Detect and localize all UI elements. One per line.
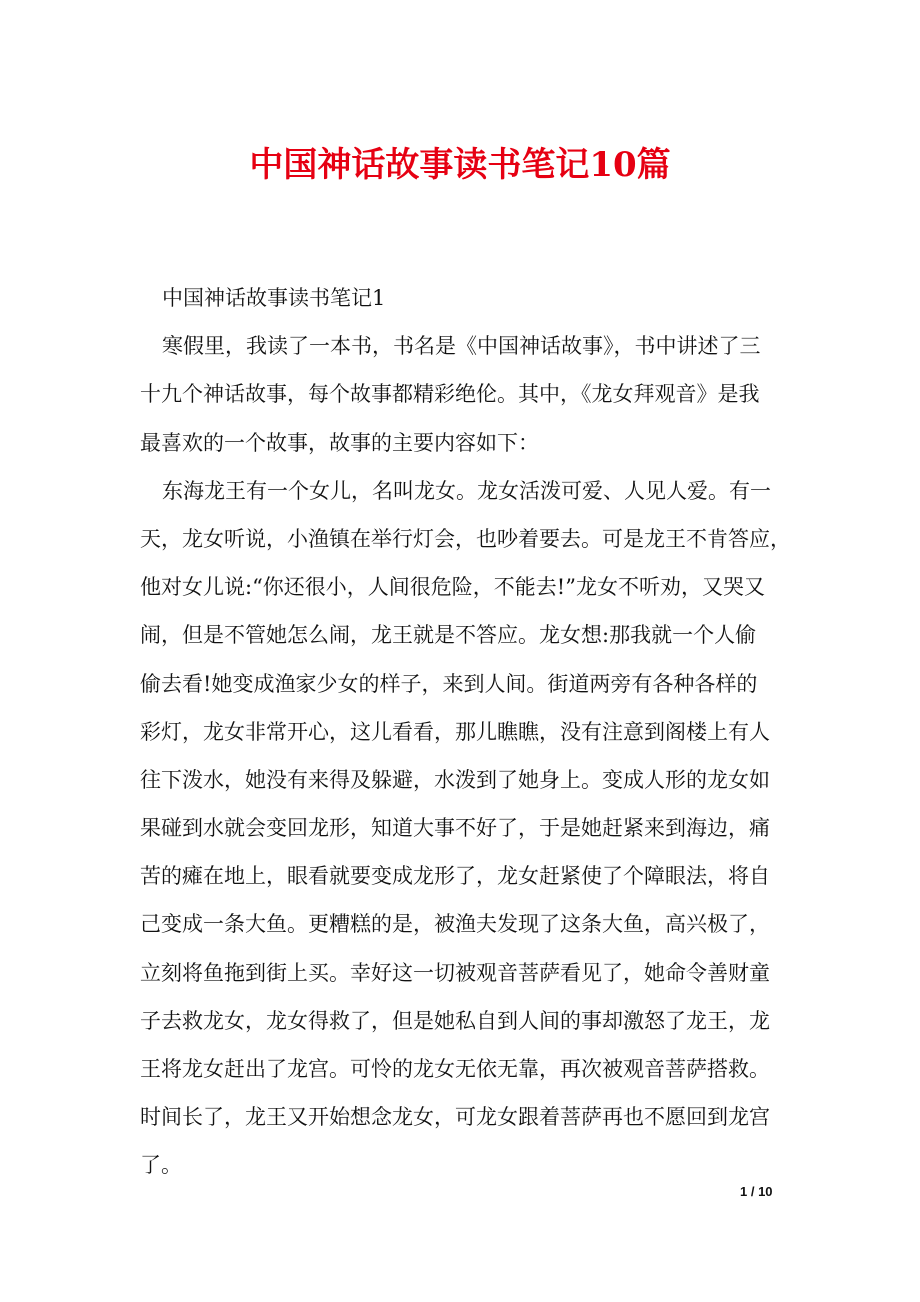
paragraph-line: 苦的瘫在地上，眼看就要变成龙形了，龙女赶紧使了个障眼法，将自 xyxy=(140,864,770,889)
paragraph-line: 寒假里，我读了一本书，书名是《中国神话故事》，书中讲述了三 xyxy=(162,334,761,359)
paragraph-line: 天，龙女听说，小渔镇在举行灯会，也吵着要去。可是龙王不肯答应， xyxy=(140,526,791,551)
document-body xyxy=(140,274,810,1190)
paragraph-line: 时间长了，龙王又开始想念龙女，可龙女跟着菩萨再也不愿回到龙宫 xyxy=(140,1105,770,1130)
paragraph-line: 东海龙王有一个女儿，名叫龙女。龙女活泼可爱、人见人爱。有一 xyxy=(162,478,771,503)
paragraph-line: 往下泼水，她没有来得及躲避，水泼到了她身上。变成人形的龙女如 xyxy=(140,767,770,792)
section-heading: 中国神话故事读书笔记1 xyxy=(162,286,386,310)
paragraph-line: 己变成一条大鱼。更糟糕的是，被渔夫发现了这条大鱼，高兴极了， xyxy=(140,912,770,937)
paragraph-line: 王将龙女赶出了龙宫。可怜的龙女无依无靠，再次被观音菩萨搭救。 xyxy=(140,1057,770,1081)
page-number: 1 / 10 xyxy=(740,1184,773,1199)
paragraph-line: 子去救龙女，龙女得救了，但是她私自到人间的事却激怒了龙王，龙 xyxy=(140,1008,770,1033)
paragraph-line: 了。 xyxy=(140,1153,182,1178)
paragraph-line: 彩灯，龙女非常开心，这儿看看，那儿瞧瞧，没有注意到阁楼上有人 xyxy=(140,719,770,744)
paragraph-line: 十九个神话故事，每个故事都精彩绝伦。其中，《龙女拜观音》是我 xyxy=(140,382,760,407)
paragraph-line: 立刻将鱼拖到街上买。幸好这一切被观音菩萨看见了，她命令善财童 xyxy=(140,960,770,985)
paragraph-line: 闹，但是不管她怎么闹，龙王就是不答应。龙女想:那我就一个人偷 xyxy=(140,623,757,648)
document-title: 中国神话故事读书笔记10篇 xyxy=(249,145,671,185)
paragraph-line: 最喜欢的一个故事，故事的主要内容如下： xyxy=(140,430,539,455)
paragraph-line: 果碰到水就会变回龙形，知道大事不好了，于是她赶紧来到海边，痛 xyxy=(140,816,770,841)
paragraph-line: 偷去看!她变成渔家少女的样子，来到人间。街道两旁有各种各样的 xyxy=(140,671,758,696)
paragraph-line: 他对女儿说:“你还很小，人间很危险，不能去!”龙女不听劝，又哭又 xyxy=(140,575,765,600)
